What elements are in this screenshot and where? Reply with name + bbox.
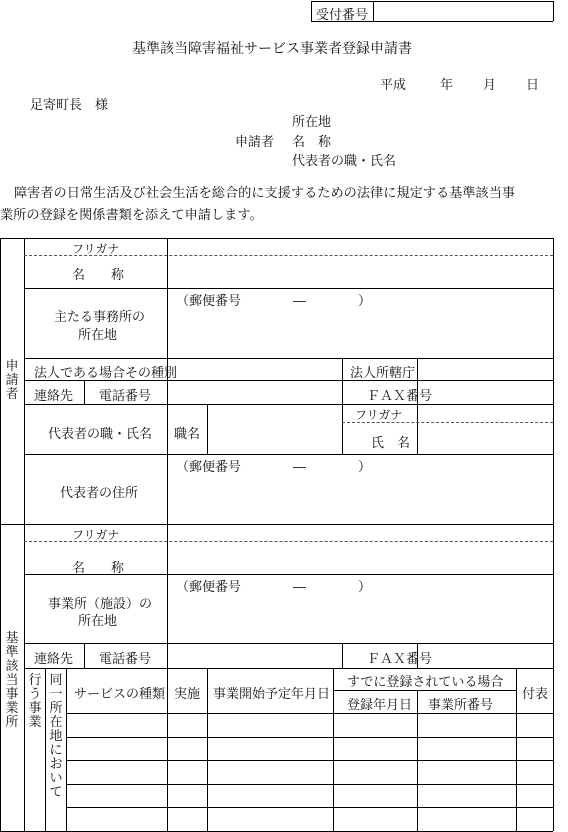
rep-address-label: 代表者の住所 [60,486,139,501]
main-office-label-1: 主たる事務所の [54,310,146,325]
addressee: 足寄町長 様 [30,98,109,113]
attachment-header: 付表 [522,687,549,702]
rep-furigana-label: フリガナ [355,408,403,422]
rep-name-label: 氏 名 [371,436,411,451]
applicant-phone-label: 電話番号 [99,389,152,404]
start-date-header: 事業開始予定年月日 [213,687,331,702]
services-label: 行 う 事 業 [28,673,42,730]
body-text-line1: 障害者の日常生活及び社会生活を総合的に支援するための法律に規定する基準該当事 [14,186,516,201]
date-era: 平成 [380,78,407,93]
page-title: 基準該当障害福祉サービス事業者登録申請書 [132,41,412,57]
applicant-label: 申請者 [235,135,275,150]
main-office-label-2: 所在地 [78,328,118,343]
registration-date-header: 登録年月日 [347,698,413,713]
corp-authority-label: 法人所轄庁 [350,366,416,381]
date-month: 月 [483,78,497,93]
applicant-corp-name-label: 名 称 [72,268,125,283]
applicant-address-label: 所在地 [292,115,332,130]
implementation-header: 実施 [174,687,201,702]
applicant-furigana-label: フリガナ [72,242,120,256]
receipt-number-label: 受付番号 [316,8,369,23]
date-day: 日 [526,78,540,93]
office-location-label-2: 所在地 [78,614,118,629]
applicant-section-label: 申 請 者 [5,359,19,402]
same-location-label: 同 一 所 在 地 に お い て [49,673,63,800]
office-name-label: 名 称 [72,561,125,576]
office-location-label-1: 事業所（施設）の [48,597,153,612]
applicant-fax-label: ＦＡＸ番号 [367,389,433,404]
body-text-line2: 業所の登録を関係書類を添えて申請します。 [0,208,263,223]
corp-type-label: 法人である場合その種別 [34,366,178,381]
rep-position-label: 職名 [174,427,201,442]
receipt-box-top [311,1,553,2]
date-year: 年 [440,78,454,93]
office-number-header: 事業所番号 [428,698,494,713]
main-office-postal: （郵便番号 ― ） [176,294,372,309]
already-registered-header: すでに登録されている場合 [347,675,504,690]
office-furigana-label: フリガナ [72,528,120,542]
applicant-name-label: 名 称 [292,135,332,150]
service-type-header: サービスの種類 [74,687,166,702]
office-fax-label: ＦＡＸ番号 [367,652,433,667]
office-section-label: 基 準 該 当 事 業 所 [5,631,19,730]
rep-address-postal: （郵便番号 ― ） [176,460,372,475]
applicant-contact-label: 連絡先 [34,389,74,404]
office-postal: （郵便番号 ― ） [176,580,372,595]
rep-title-name-label: 代表者の職・氏名 [48,427,153,442]
applicant-rep-label: 代表者の職・氏名 [292,154,397,169]
office-phone-label: 電話番号 [99,652,152,667]
office-contact-label: 連絡先 [34,652,74,667]
